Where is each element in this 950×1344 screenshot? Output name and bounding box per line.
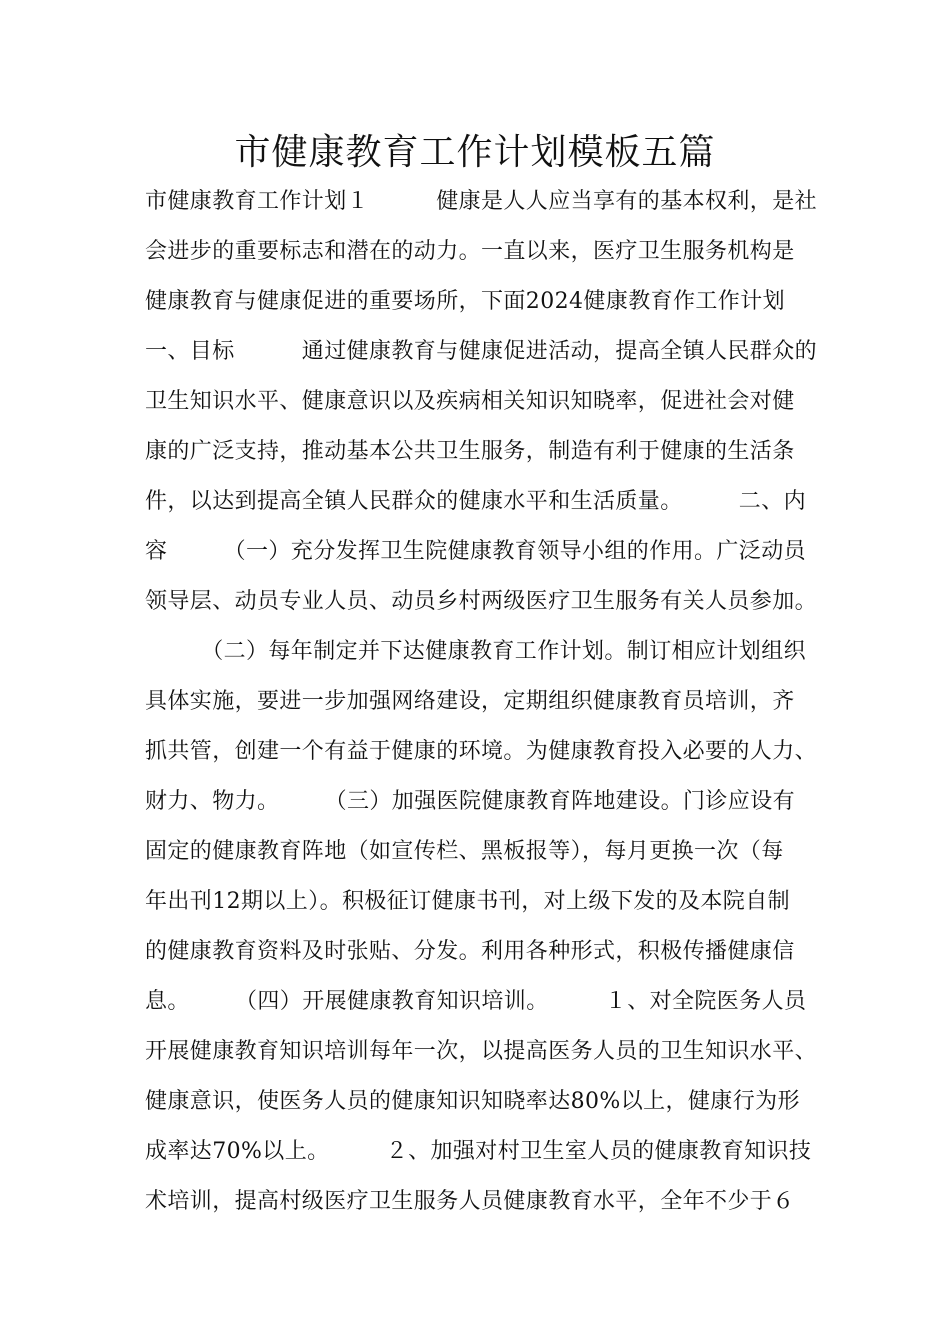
body-line-1: 市健康教育工作计划１ 健康是人人应当享有的基本权利，是社 <box>145 189 818 214</box>
body-line-9: 领导层、动员专业人员、动员乡村两级医疗卫生服务有关人员参加。 <box>145 589 818 614</box>
body-line-11: 具体实施，要进一步加强网络建设，定期组织健康教育员培训，齐 <box>145 689 795 714</box>
body-line-19: 健康意识，使医务人员的健康知识知晓率达80%以上，健康行为形 <box>145 1089 800 1114</box>
body-line-2: 会进步的重要标志和潜在的动力。一直以来，医疗卫生服务机构是 <box>145 239 795 264</box>
body-line-14: 固定的健康教育阵地（如宣传栏、黑板报等），每月更换一次（每 <box>145 839 784 864</box>
body-line-4: 一、目标 通过健康教育与健康促进活动，提高全镇人民群众的 <box>145 339 818 364</box>
body-line-5: 卫生知识水平、健康意识以及疾病相关知识知晓率，促进社会对健 <box>145 389 795 414</box>
body-line-7: 件，以达到提高全镇人民群众的健康水平和生活质量。 二、内 <box>145 489 807 514</box>
body-line-16: 的健康教育资料及时张贴、分发。利用各种形式，积极传播健康信 <box>145 939 795 964</box>
body-line-12: 抓共管，创建一个有益于健康的环境。为健康教育投入必要的人力、 <box>145 739 818 764</box>
body-line-10: （二）每年制定并下达健康教育工作计划。制订相应计划组织 <box>145 639 807 664</box>
body-line-8: 容 （一）充分发挥卫生院健康教育领导小组的作用。广泛动员 <box>145 539 807 564</box>
body-line-6: 康的广泛支持，推动基本公共卫生服务，制造有利于健康的生活条 <box>145 439 795 464</box>
body-line-15: 年出刊12期以上）。积极征订健康书刊，对上级下发的及本院自制 <box>145 889 790 914</box>
body-line-21: 术培训，提高村级医疗卫生服务人员健康教育水平，全年不少于６ <box>145 1189 795 1214</box>
body-line-20: 成率达70%以上。 ２、加强对村卫生室人员的健康教育知识技 <box>145 1139 812 1164</box>
body-line-3: 健康教育与健康促进的重要场所，下面2024健康教育作工作计划 <box>145 289 785 314</box>
document-body <box>145 177 818 1227</box>
body-line-13: 财力、物力。 （三）加强医院健康教育阵地建设。门诊应设有 <box>145 789 796 814</box>
document-title: 市健康教育工作计划模板五篇 <box>234 132 716 173</box>
body-line-17: 息。 （四）开展健康教育知识培训。 １、对全院医务人员 <box>145 989 807 1014</box>
body-line-18: 开展健康教育知识培训每年一次，以提高医务人员的卫生知识水平、 <box>145 1039 818 1064</box>
